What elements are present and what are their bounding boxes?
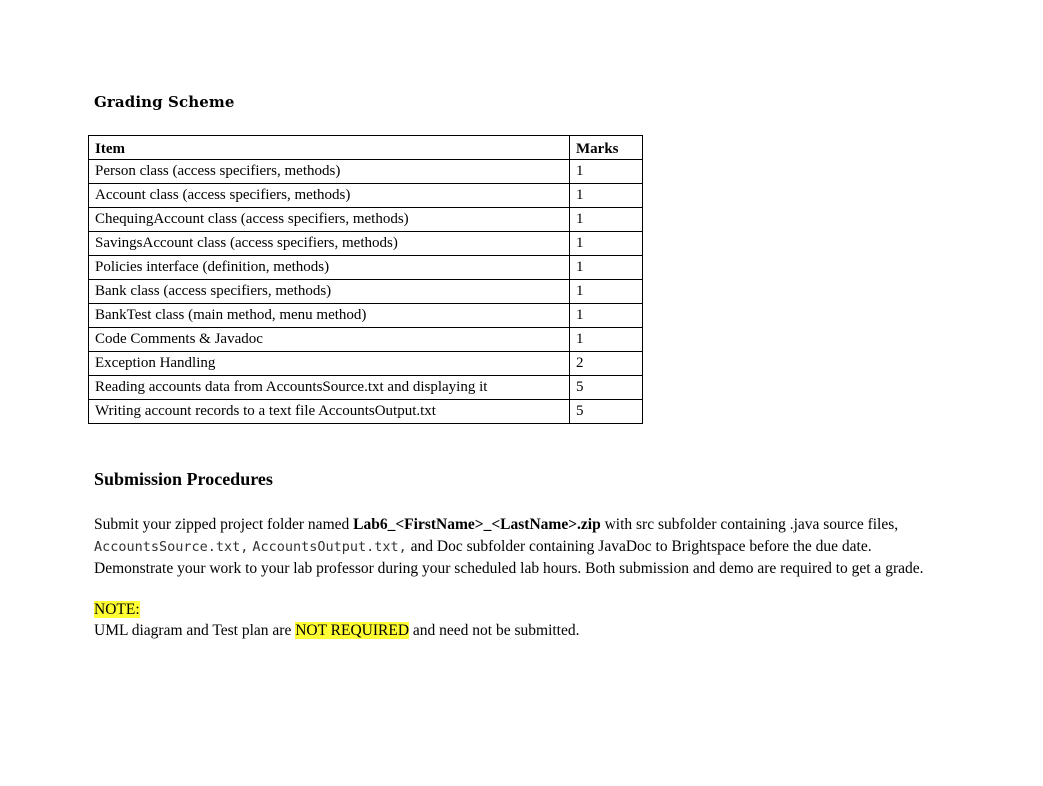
row-marks: 1 [570,184,643,208]
submission-filename: Lab6_<FirstName>_<LastName>.zip [353,516,601,533]
row-marks: 1 [570,304,643,328]
table-row [89,160,643,184]
row-marks: 5 [570,376,643,400]
output-file-name: AccountsOutput.txt, [252,538,407,555]
row-item: Writing account records to a text file AccountsOutput.txt [89,400,570,424]
submission-instructions [94,514,994,580]
grading-scheme-heading: Grading Scheme [94,93,235,111]
note-text [94,621,580,641]
row-item: SavingsAccount class (access specifiers, methods) [89,232,570,256]
row-item: Bank class (access specifiers, methods) [89,280,570,304]
note-text-after: and need not be submitted. [409,622,580,639]
submission-text-part4: Demonstrate your work to your lab professor during your scheduled lab hours. Both submission and demo are required to get a grade. [94,560,924,577]
table-row [89,184,643,208]
row-item: ChequingAccount class (access specifiers, methods) [89,208,570,232]
table-row [89,304,643,328]
table-row [89,208,643,232]
column-header-item: Item [89,136,570,160]
submission-text-part1: Submit your zipped project folder named [94,516,354,533]
table-row [89,328,643,352]
row-marks: 2 [570,352,643,376]
row-marks: 5 [570,400,643,424]
source-file-name: AccountsSource.txt, [94,538,249,555]
row-marks: 1 [570,280,643,304]
submission-text-part2: with src subfolder containing .java source files, [600,516,899,533]
column-header-marks: Marks [570,136,643,160]
row-item: Account class (access specifiers, methods) [89,184,570,208]
row-marks: 1 [570,232,643,256]
row-item: Person class (access specifiers, methods) [89,160,570,184]
table-row [89,400,643,424]
submission-procedures-heading: Submission Procedures [94,469,273,489]
row-marks: 1 [570,328,643,352]
note-highlighted-text: NOT REQUIRED [295,622,410,639]
table-header-row [89,136,643,160]
table-row [89,376,643,400]
row-item: Policies interface (definition, methods) [89,256,570,280]
table-row [89,232,643,256]
table-row [89,352,643,376]
row-item: BankTest class (main method, menu method) [89,304,570,328]
row-marks: 1 [570,256,643,280]
row-item: Code Comments & Javadoc [89,328,570,352]
submission-text-part3: and Doc subfolder containing JavaDoc to Brightspace before the due date. [406,537,872,555]
table-row [89,280,643,304]
row-marks: 1 [570,160,643,184]
table-row [89,256,643,280]
note-text-before: UML diagram and Test plan are [94,622,296,639]
row-item: Exception Handling [89,352,570,376]
row-item: Reading accounts data from AccountsSource.txt and displaying it [89,376,570,400]
grading-table [88,135,643,424]
row-marks: 1 [570,208,643,232]
note-label: NOTE: [94,601,140,618]
note-label-line [94,600,140,620]
